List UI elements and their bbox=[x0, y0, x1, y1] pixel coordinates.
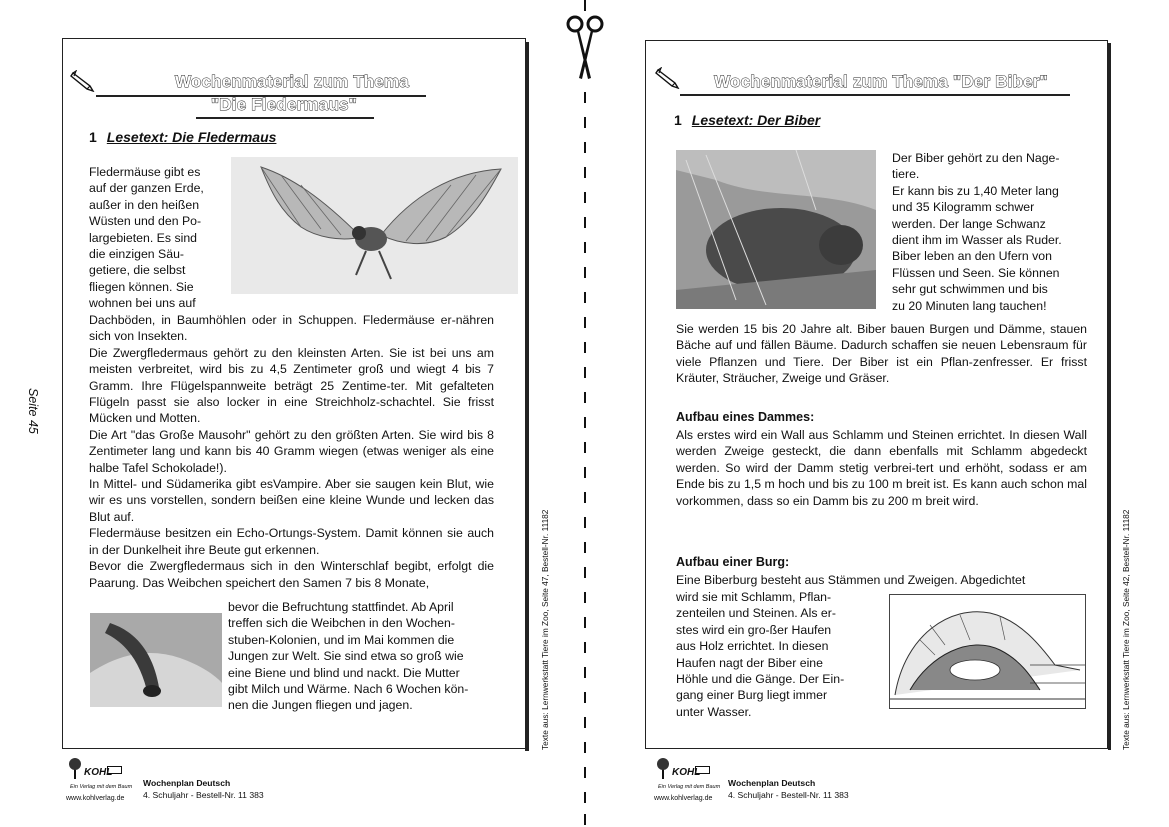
intro-wrapped-text: Der Biber gehört zu den Nage- tiere. Er kann bis zu 1,40 Meter lang und 35 Kilogramm schwer werden. Der lange Schwanz dient ihm im Wasser als Ruder. Biber leben an den Ufern von Flüssen und Seen. Sie können sehr gut schwimmen und bis zu 20 Minuten lang tauchen! bbox=[892, 151, 1062, 313]
publisher-slogan: Ein Verlag mit dem Baum bbox=[658, 784, 721, 790]
publisher-slogan: Ein Verlag mit dem Baum bbox=[70, 784, 133, 790]
dam-heading: Aufbau eines Dammes: bbox=[676, 410, 815, 424]
lodge-wrapped-text: wird sie mit Schlamm, Pflan- zenteilen und Steinen. Als er- stes wird ein gro-ßer Haufen aus Holz errichtet. In diesen Haufen nagt der Biber eine Höhle und die Gänge. Der Ein- gang einer Burg liegt immer unter Wasser. bbox=[676, 590, 845, 719]
lodge-text-first: Eine Biberburg besteht aus Stämmen und Zweigen. Abgedichtet bbox=[676, 573, 1026, 587]
scissors-icon bbox=[565, 14, 605, 82]
intro-wrapped-text: Fledermäuse gibt es auf der ganzen Erde, außer in den heißen Wüsten und den Po- largebieten. Es sind die einzigen Säu- getiere, die selbst fliegen können. Sie wohnen bei uns auf bbox=[89, 165, 204, 311]
body-text: Dachböden, in Baumhöhlen oder in Schuppen. Fledermäuse er-nähren sich von Insekten. Die Zwergfledermaus gehört zu den kleinsten Arten. Sie ist bei uns am meisten verbreitet, wird bis zu 4,5 Zentimeter groß und wiegt 4 bis 7 Gramm. Ihre Flügelspannweite beträgt 25 Zentime-ter. Mit gefalteten Flügeln passt sie also locker in eine Streichholz-schachtel. Sie frisst Mücken und Motten. Die Art "das Große Mausohr" gehört zu den größten Arten. Sie wird bis 8 Zentimeter lang und kann bis 40 Gramm wiegen (etwas weniger als eine halbe Tafel Schokolade!). In Mittel- und Südamerika gibt esVampire. Aber sie saugen kein Blut, wie wir es uns vorstellen, sondern beißen eine kleine Wunde und lecken das Blut auf. Fledermäuse besitzen ein Echo-Ortungs-System. Damit können sie auch in der Dunkelheit ihre Beute gut erkennen. Bevor die Zwergfledermaus sich in den Winterschlaf begibt, erfolgt die Paarung. Das Weibchen speichert den Samen 7 bis 8 Monate, bbox=[89, 313, 494, 590]
footer-order: 4. Schuljahr - Bestell-Nr. 11 383 bbox=[143, 790, 264, 800]
bat-illustration bbox=[231, 157, 518, 294]
right-side-credit: Texte aus: Lernwerkstatt Tiere im Zoo, Seite 42, Bestell-Nr. 11182 bbox=[1121, 509, 1131, 750]
bat-photo bbox=[90, 613, 222, 707]
publisher-website: www.kohlverlag.de bbox=[654, 795, 713, 802]
publisher-logo-text: KOHL bbox=[672, 767, 701, 778]
section-heading: 1 Lesetext: Die Fledermaus bbox=[89, 129, 277, 145]
worksheet-title-line1: Wochenmaterial zum Thema bbox=[174, 72, 410, 91]
publisher-logo-text: KOHL bbox=[84, 767, 113, 778]
footer-title: Wochenplan Deutsch bbox=[143, 778, 231, 788]
left-side-credit: Texte aus: Lernwerkstatt Tiere im Zoo, Seite 47, Bestell-Nr. 11182 bbox=[540, 509, 550, 750]
beaver-lodge-diagram bbox=[889, 594, 1086, 709]
publisher-tree-logo bbox=[654, 757, 672, 779]
pencil-icon bbox=[655, 67, 681, 89]
publisher-tree-logo bbox=[66, 757, 84, 779]
page-number-label: Seite 45 bbox=[26, 388, 40, 434]
publisher-website: www.kohlverlag.de bbox=[66, 795, 125, 802]
intro-rest-text: Sie werden 15 bis 20 Jahre alt. Biber bauen Burgen und Dämme, stauen Bäche auf und fällen Bäume. Dadurch schaffen sie neuen Lebensraum für viele Pflanzen und Tiere. Der Biber ist ein Pflan-zenfresser. Er frisst Kräuter, Sträucher, Zweige und Gräser. bbox=[676, 322, 1087, 386]
bottom-wrapped-text: bevor die Befruchtung stattfindet. Ab April treffen sich die Weibchen in den Wochen- stuben-Kolonien, und im Mai kommen die Jungen zur Welt. Sie sind etwa so groß wie eine Biene und blind und nackt. Die Mutter gibt Milch und Wärme. Nach 6 Wochen kön- nen die Jungen fliegen und jagen. bbox=[228, 600, 469, 713]
worksheet-title-line2: "Die Fledermaus" bbox=[211, 95, 357, 114]
footer-order: 4. Schuljahr - Bestell-Nr. 11 383 bbox=[728, 790, 849, 800]
beaver-photo bbox=[676, 150, 876, 309]
dam-text: Als erstes wird ein Wall aus Schlamm und Steinen errichtet. In diesen Wall werden Zweige gesteckt, die dann ebenfalls mit Schlamm abgedeckt werden. So wird der Damm stetig verbrei-tert und erhöht, sodass er am Ende bis zu 1,5 m hoch und bis zu 100 m breit ist. Es kann auch schon mal vorkommen, dass so ein Damm bis zu 200 m breit wird. bbox=[676, 428, 1087, 508]
section-heading: 1 Lesetext: Der Biber bbox=[674, 112, 821, 128]
pencil-icon bbox=[70, 70, 96, 92]
footer-title: Wochenplan Deutsch bbox=[728, 778, 816, 788]
worksheet-title: Wochenmaterial zum Thema "Der Biber" bbox=[714, 72, 1048, 91]
lodge-heading: Aufbau einer Burg: bbox=[676, 555, 790, 569]
